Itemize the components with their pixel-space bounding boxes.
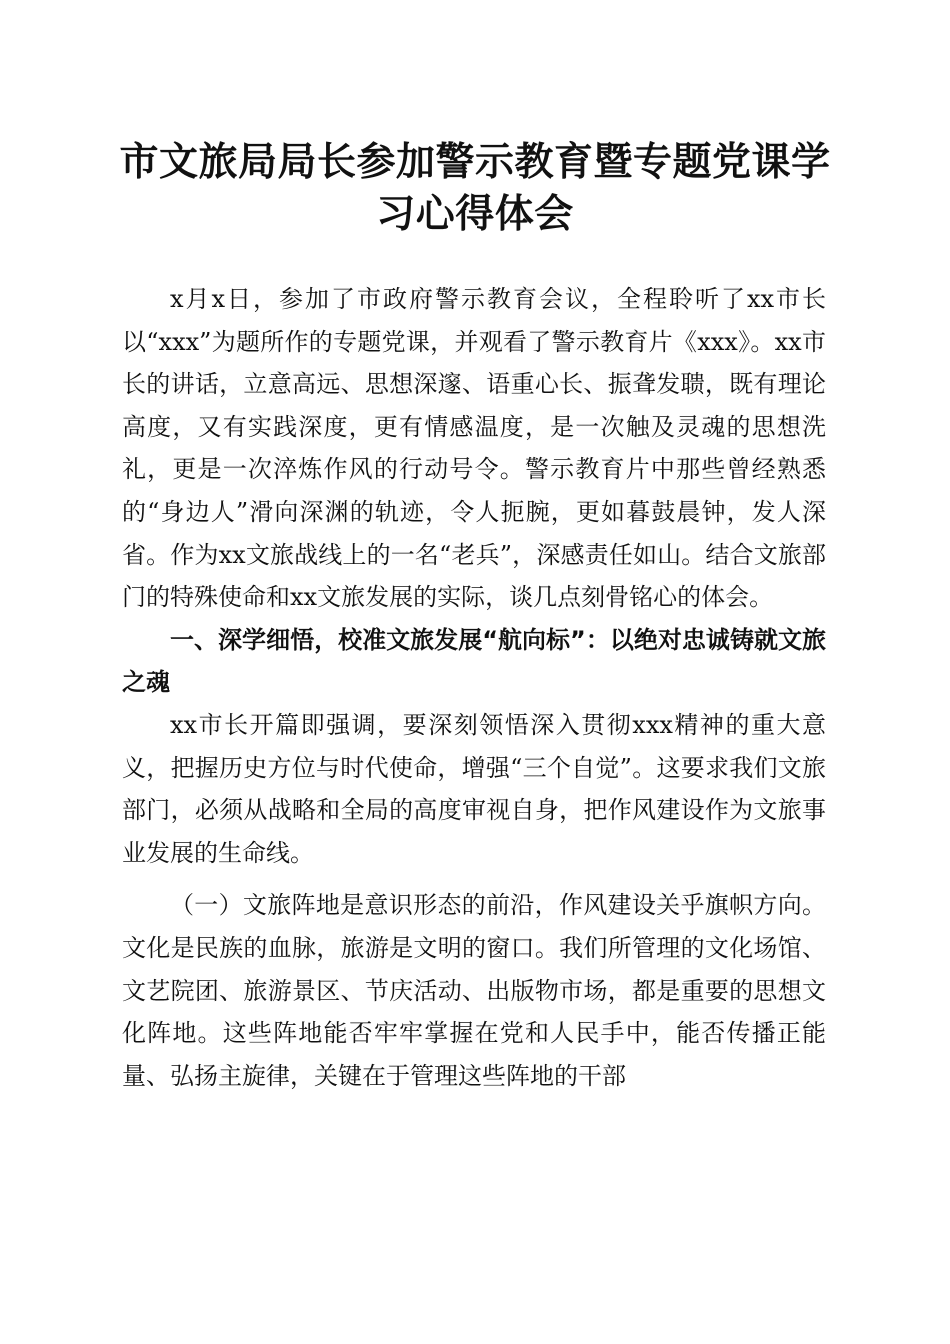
subsection-paragraph: （一）文旅阵地是意识形态的前沿，作风建设关乎旗帜方向。文化是民族的血脉，旅游是文明的窗口。我们所管理的文化场馆、文艺院团、旅游景区、节庆活动、出版物市场，都是重要的思想文化阵地。这些阵地能否牢牢掌握在党和人民手中，能否传播正能量、弘扬主旋律，关键在于管理这些阵地的干部 xyxy=(122,891,826,1090)
document-body xyxy=(122,278,826,1097)
document-title: 市文旅局局长参加警示教育暨专题党课学习心得体会 xyxy=(119,139,831,237)
intro-paragraph: x月x日，参加了市政府警示教育会议，全程聆听了xx市长以“xxx”为题所作的专题党课，并观看了警示教育片《xxx》。xx市长的讲话，立意高远、思想深邃、语重心长、振聋发聩，既有理论高度，又有实践深度，更有情感温度，是一次触及灵魂的思想洗礼，更是一次淬炼作风的行动号令。警示教育片中那些曾经熟悉的“身边人”滑向深渊的轨迹，令人扼腕，更如暮鼓晨钟，发人深省。作为xx文旅战线上的一名“老兵”，深感责任如山。结合文旅部门的特殊使命和xx文旅发展的实际，谈几点刻骨铭心的体会。 xyxy=(122,285,826,612)
section-paragraph: xx市长开篇即强调，要深刻领悟深入贯彻xxx精神的重大意义，把握历史方位与时代使命，增强“三个自觉”。这要求我们文旅部门，必须从战略和全局的高度审视自身，把作风建设作为文旅事业发展的生命线。 xyxy=(122,710,826,867)
section-heading: 一、深学细悟，校准文旅发展“航向标”：以绝对忠诚铸就文旅之魂 xyxy=(122,625,826,697)
